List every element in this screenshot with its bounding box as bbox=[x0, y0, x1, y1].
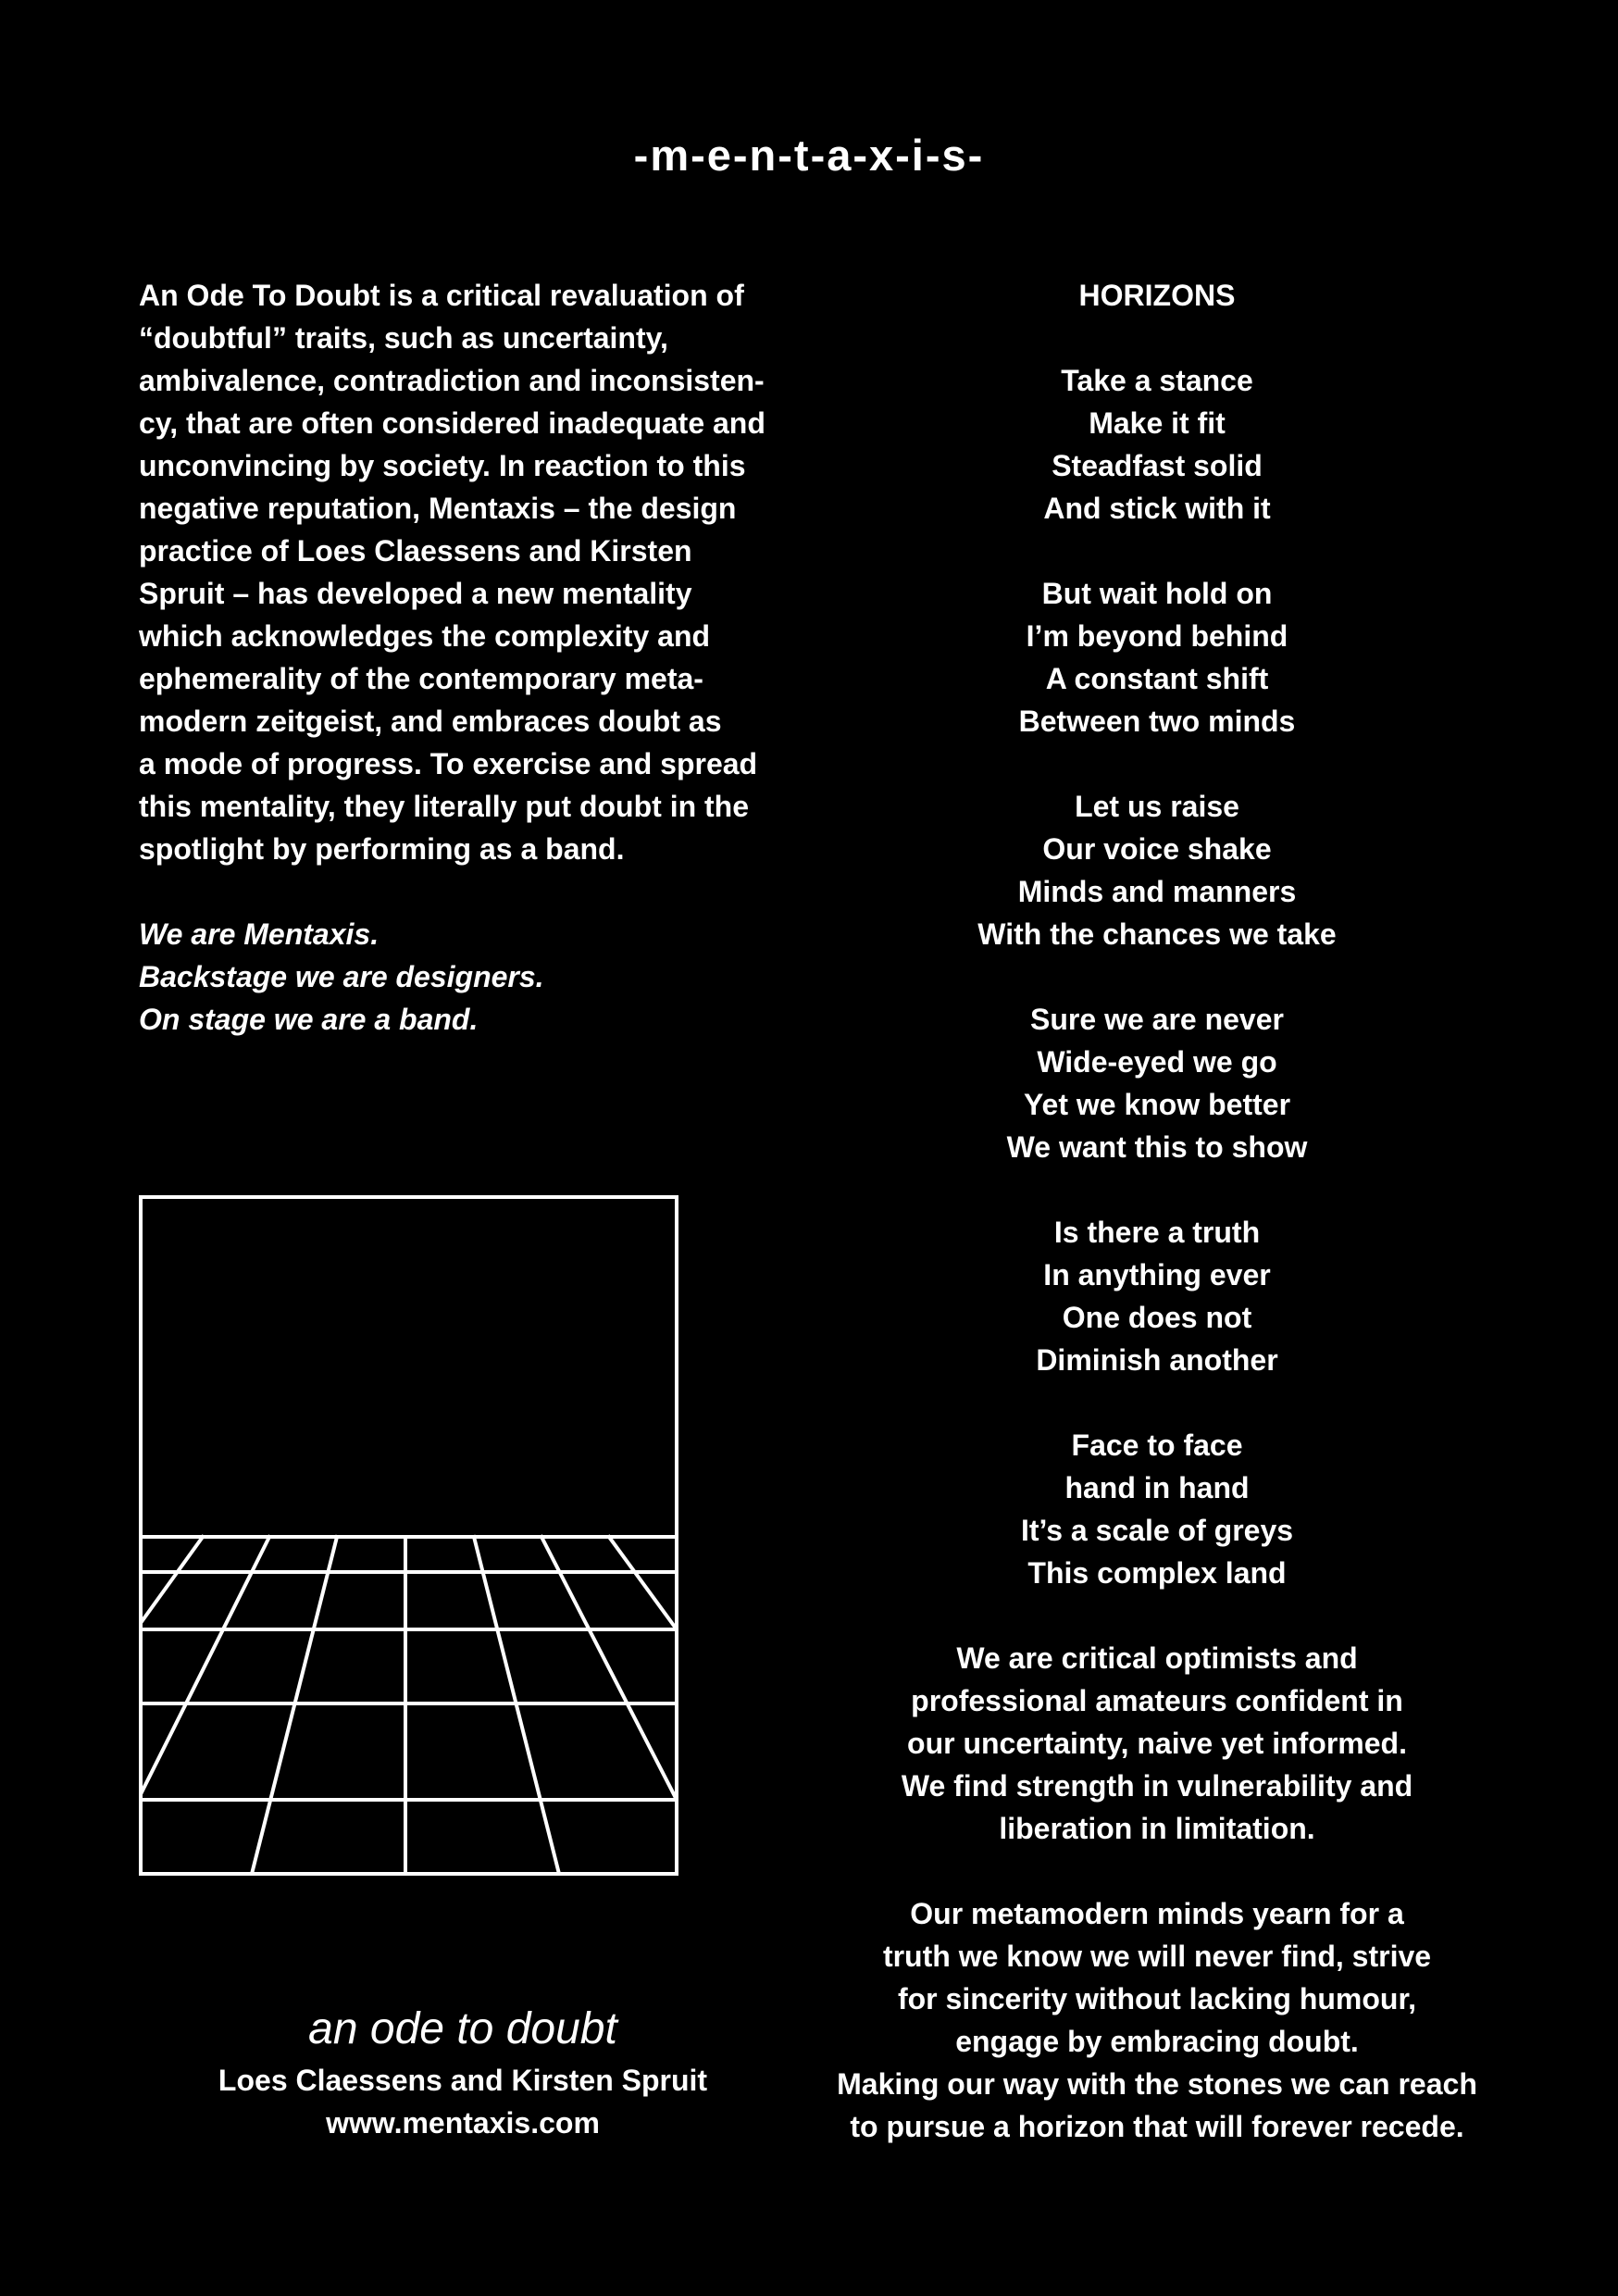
poem-line: A constant shift bbox=[1045, 662, 1269, 695]
poem-line: I’m beyond behind bbox=[1026, 619, 1288, 653]
poem-line: professional amateurs confident in bbox=[911, 1684, 1403, 1717]
poem-line: Yet we know better bbox=[1023, 1088, 1291, 1121]
poem-stanza bbox=[787, 998, 1527, 1168]
motto-line: We are Mentaxis. bbox=[139, 917, 380, 951]
intro-text bbox=[139, 274, 805, 1041]
poem-line: our uncertainty, naive yet informed. bbox=[907, 1727, 1407, 1760]
intro-line: cy, that are often considered inadequate and bbox=[139, 406, 765, 440]
poem-line: liberation in limitation. bbox=[999, 1812, 1315, 1845]
poem-stanza bbox=[787, 1211, 1527, 1381]
poem-line: Diminish another bbox=[1036, 1343, 1278, 1377]
poem-line: Making our way with the stones we can reach bbox=[837, 2067, 1477, 2101]
poem-line: to pursue a horizon that will forever recede. bbox=[850, 2110, 1464, 2143]
poem-line: One does not bbox=[1062, 1301, 1252, 1334]
intro-line: unconvincing by society. In reaction to this bbox=[139, 449, 746, 482]
poem-line: We find strength in vulnerability and bbox=[901, 1769, 1413, 1803]
poem-title: HORIZONS bbox=[1078, 279, 1236, 312]
poem-stanza bbox=[787, 785, 1527, 955]
poem-stanza bbox=[787, 1424, 1527, 1594]
intro-line: spotlight by performing as a band. bbox=[139, 832, 625, 866]
poem-line: Our voice shake bbox=[1042, 832, 1272, 866]
poem-line: for sincerity without lacking humour, bbox=[897, 1982, 1417, 2015]
poem-line: Is there a truth bbox=[1053, 1216, 1261, 1249]
intro-paragraph bbox=[139, 274, 805, 870]
grid-perspective-line bbox=[141, 1537, 269, 1794]
footer-authors: Loes Claessens and Kirsten Spruit bbox=[218, 2064, 708, 2097]
intro-line: a mode of progress. To exercise and spread bbox=[139, 747, 758, 780]
poem-line: This complex land bbox=[1027, 1556, 1287, 1590]
poem-stanza bbox=[787, 572, 1527, 742]
poem-line: We are critical optimists and bbox=[956, 1641, 1358, 1675]
poem-line: It’s a scale of greys bbox=[1020, 1514, 1294, 1547]
intro-line: modern zeitgeist, and embraces doubt as bbox=[139, 705, 722, 738]
poem-line: But wait hold on bbox=[1041, 577, 1273, 610]
poem-line: hand in hand bbox=[1064, 1471, 1250, 1504]
poem-stanza bbox=[787, 359, 1527, 530]
poem-line: Wide-eyed we go bbox=[1037, 1045, 1277, 1079]
poem bbox=[787, 274, 1527, 2148]
grid-perspective-line bbox=[609, 1537, 677, 1629]
intro-line: ephemerality of the contemporary meta- bbox=[139, 662, 703, 695]
intro-line: ambivalence, contradiction and inconsisten- bbox=[139, 364, 765, 397]
poem-line: truth we know we will never find, strive bbox=[882, 1940, 1432, 1973]
intro-line: Spruit – has developed a new mentality bbox=[139, 577, 692, 610]
intro-line: An Ode To Doubt is a critical revaluation of bbox=[139, 279, 744, 312]
poem-line: We want this to show bbox=[1006, 1130, 1308, 1164]
poem-line: Let us raise bbox=[1075, 790, 1239, 823]
poem-line: With the chances we take bbox=[977, 917, 1337, 951]
poem-line: engage by embracing doubt. bbox=[955, 2025, 1359, 2058]
page-title: -m-e-n-t-a-x-i-s- bbox=[633, 131, 985, 180]
poem-manifesto-stanza bbox=[787, 1637, 1527, 1850]
motto-line: On stage we are a band. bbox=[139, 1003, 479, 1036]
poem-line: Between two minds bbox=[1018, 705, 1296, 738]
motto-line: Backstage we are designers. bbox=[139, 960, 544, 993]
poem-line: Sure we are never bbox=[1030, 1003, 1284, 1036]
footer-website: www.mentaxis.com bbox=[326, 2106, 600, 2140]
intro-line: which acknowledges the complexity and bbox=[139, 619, 711, 653]
footer-title: an ode to doubt bbox=[308, 2004, 617, 2053]
intro-line: this mentality, they literally put doubt in the bbox=[139, 790, 750, 823]
poem-line: Our metamodern minds yearn for a bbox=[910, 1897, 1404, 1930]
poem-line: Face to face bbox=[1071, 1429, 1243, 1462]
footer-credits bbox=[139, 2000, 787, 2144]
grid-perspective-line bbox=[541, 1537, 677, 1800]
intro-motto bbox=[139, 913, 805, 1041]
intro-line: “doubtful” traits, such as uncertainty, bbox=[139, 321, 668, 355]
poem-manifesto-stanza bbox=[787, 1892, 1527, 2148]
intro-line: practice of Loes Claessens and Kirsten bbox=[139, 534, 692, 568]
poem-line: In anything ever bbox=[1043, 1258, 1271, 1292]
perspective-grid-illustration bbox=[139, 1195, 678, 1876]
intro-line: negative reputation, Mentaxis – the design bbox=[139, 492, 737, 525]
poem-line: Take a stance bbox=[1061, 364, 1253, 397]
poem-line: Make it fit bbox=[1089, 406, 1226, 440]
poem-line: And stick with it bbox=[1043, 492, 1271, 525]
poem-line: Steadfast solid bbox=[1052, 449, 1263, 482]
grid-perspective-line bbox=[141, 1537, 203, 1623]
poem-line: Minds and manners bbox=[1017, 875, 1297, 908]
